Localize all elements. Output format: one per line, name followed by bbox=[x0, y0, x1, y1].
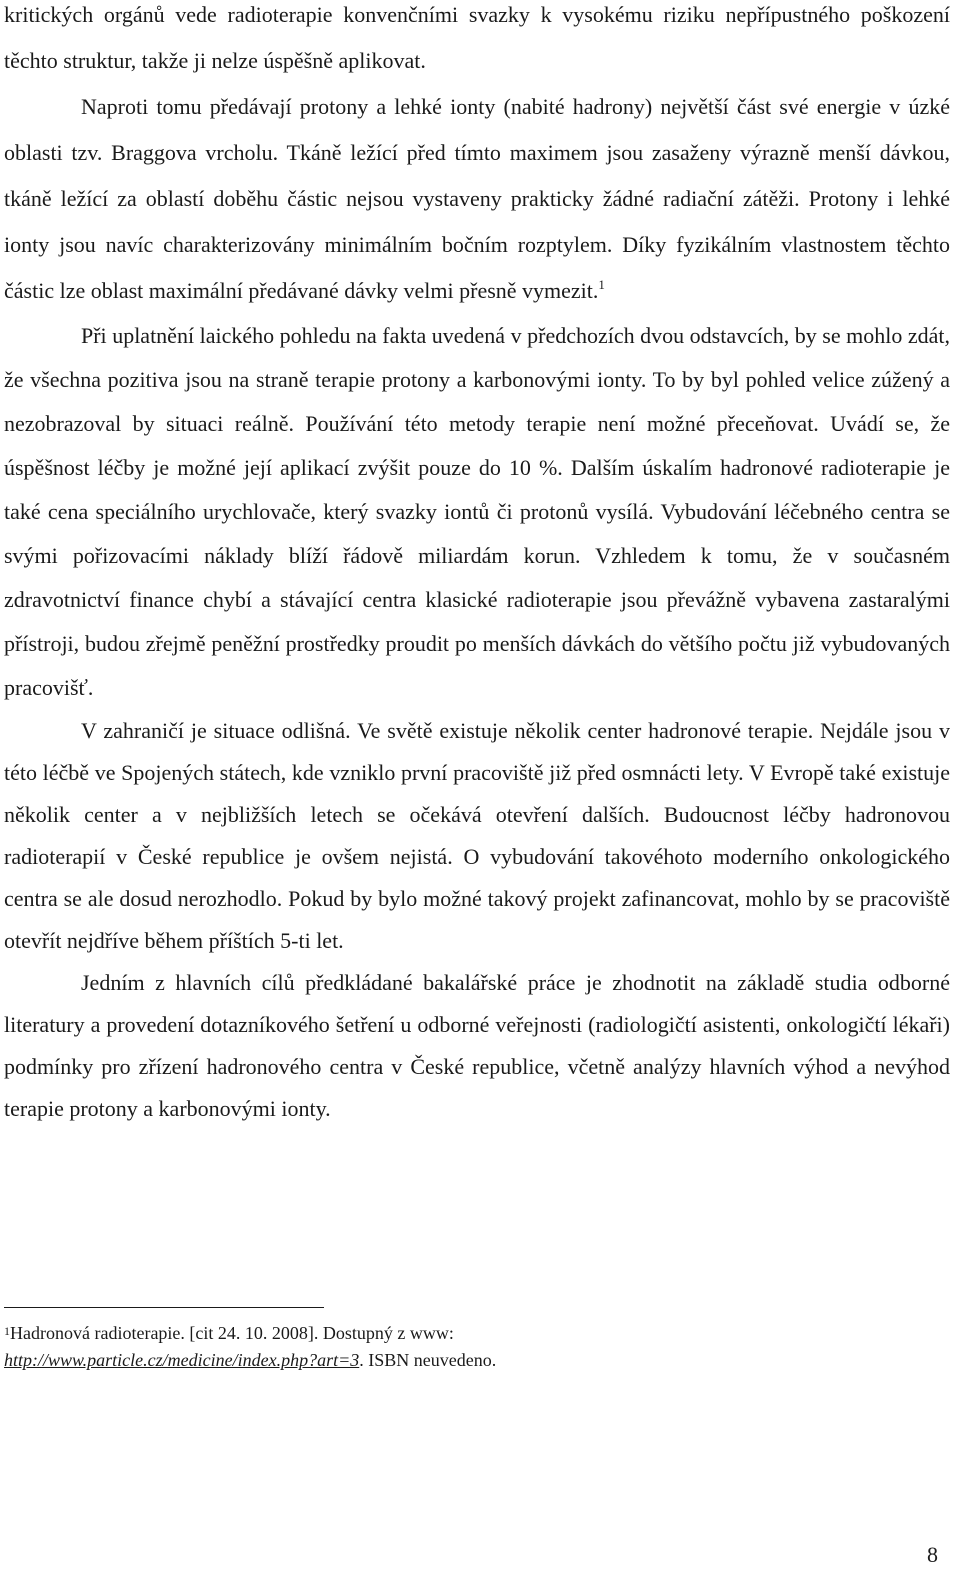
paragraph-thesis-goal bbox=[4, 962, 950, 1130]
footnote-link[interactable]: http://www.particle.cz/medicine/index.php?art=3 bbox=[4, 1350, 360, 1370]
paragraph-5-text: Jedním z hlavních cílů předkládané bakalářské práce je zhodnotit na základě studia odborné literatury a provedení dotazníkového šetření u odborné veřejnosti (radiologičtí asistenti, onkologičtí lékaři) podmínky pro zřízení hadronového centra v České republice, včetně analýzy hlavních výhod a nevýhod terapie protony a karbonovými ionty. bbox=[4, 970, 950, 1121]
paragraph-3-text: Při uplatnění laického pohledu na fakta uvedená v předchozích dvou odstavcích, by se mohlo zdát, že všechna pozitiva jsou na straně terapie protony a karbonovými ionty. To by byl pohled velice zúžený a nezobrazoval by situaci reálně. Používání této metody terapie není možné přeceňovat. Uvádí se, že úspěšnost léčby je možné její aplikací zvýšit pouze do 10 %. Dalším úskalím hadronové radioterapie je také cena speciálního urychlovače, který svazky iontů či protonů vysílá. Vybudování léčebného centra se svými pořizovacími náklady blíží řádově miliardám korun. Vzhledem k tomu, že v současném zdravotnictví finance chybí a stávající centra klasické radioterapie jsou převážně vybavena zastaralými přístroji, budou zřejmě peněžní prostředky proudit po menších dávkách do většího počtu již vybudovaných pracovišť. bbox=[4, 323, 950, 700]
page-number: 8 bbox=[927, 1542, 938, 1567]
paragraph-continuation bbox=[4, 0, 950, 84]
footnote-text-after: . ISBN neuvedeno. bbox=[359, 1350, 497, 1370]
paragraph-1-text: kritických orgánů vede radioterapie konvenčními svazky k vysokému riziku nepřípustného poškození těchto struktur, takže ji nelze úspěšně aplikovat. bbox=[4, 2, 950, 73]
paragraph-abroad bbox=[4, 710, 950, 962]
footnote-number: 1 bbox=[4, 1324, 10, 1338]
document-page bbox=[4, 0, 950, 1138]
footnote-text: Hadronová radioterapie. [cit 24. 10. 2008]. Dostupný z www: bbox=[10, 1323, 454, 1343]
footnote-reference[interactable]: 1 bbox=[598, 277, 605, 292]
paragraph-4-text: V zahraničí je situace odlišná. Ve světě existuje několik center hadronové terapie. Nejdále jsou v této léčbě ve Spojených státech, kde vzniklo první pracoviště již před osmnácti lety. V Evropě také existuje několik center a v nejbližších letech se očekává otevření dalších. Budoucnost léčby hadronovou radioterapií v České republice je ovšem nejistá. O vybudování takovéhoto moderního onkologického centra se ale dosud nerozhodlo. Pokud by bylo možné takový projekt zafinancovat, mohlo by se pracoviště otevřít nejdříve během příštích 5-ti let. bbox=[4, 718, 950, 953]
footnote-separator bbox=[4, 1307, 324, 1308]
footnote bbox=[4, 1320, 904, 1374]
paragraph-limitations bbox=[4, 314, 950, 710]
paragraph-bragg-peak bbox=[4, 84, 950, 314]
paragraph-2-text: Naproti tomu předávají protony a lehké ionty (nabité hadrony) největší část své energie v úzké oblasti tzv. Braggova vrcholu. Tkáně ležící před tímto maximem jsou zasaženy výrazně menší dávkou, tkáně ležící za oblastí doběhu částic nejsou vystaveny prakticky žádné radiační zátěži. Protony i lehké ionty jsou navíc charakterizovány minimálním bočním rozptylem. Díky fyzikálním vlastnostem těchto částic lze oblast maximální předávané dávky velmi přesně vymezit. bbox=[4, 94, 950, 303]
body-text bbox=[4, 0, 950, 1130]
